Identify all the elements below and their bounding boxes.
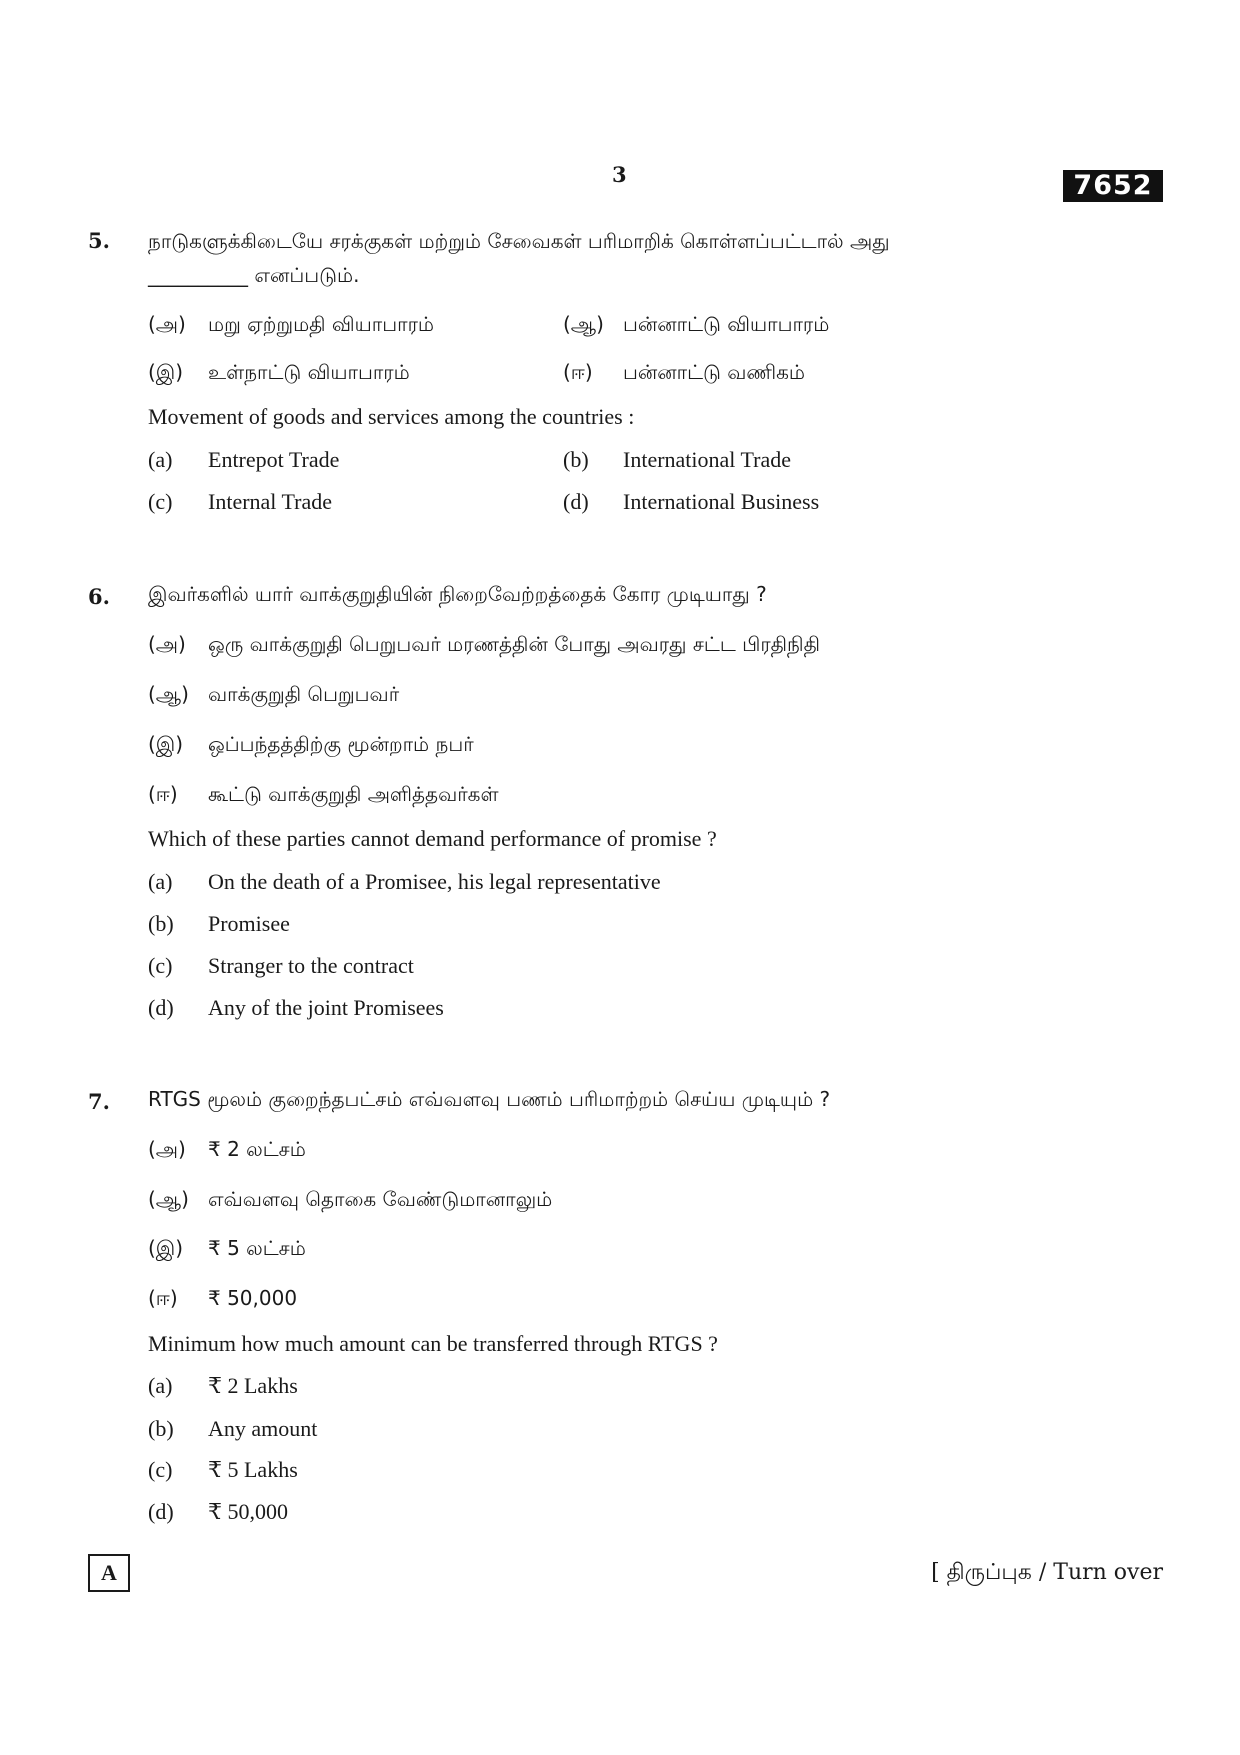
option-text: ₹ 50,000 [208,1286,298,1310]
option-text: ₹ 2 Lakhs [208,1373,298,1398]
option-a-english [148,1373,298,1403]
option-text: பன்னாட்டு வியாபாரம் [623,312,830,336]
option-label: (a) [148,447,173,472]
option-row [148,447,792,477]
option-d-english [563,489,819,515]
option-text: Promisee [208,911,290,936]
option-label: (d) [563,489,589,514]
option-label: (இ) [148,732,184,756]
option-text: Internal Trade [208,489,333,514]
question-number: 5. [88,228,110,253]
option-text: ₹ 50,000 [208,1499,288,1524]
question-stem-tamil [148,224,1168,292]
option-d-english [148,995,444,1025]
option-d-tamil [148,782,499,812]
option-row [148,360,806,390]
option-label: (ஆ) [563,312,604,336]
option-row [148,489,820,519]
question-number: 7. [88,1089,110,1114]
option-text: வாக்குறுதி பெறுபவர் [208,682,400,706]
option-label: (இ) [148,360,184,384]
option-label: (அ) [148,1137,186,1161]
option-text: Stranger to the contract [208,953,414,978]
option-label: (d) [148,995,174,1020]
option-c-tamil [148,732,474,762]
option-text: ஒரு வாக்குறுதி பெறுபவர் மரணத்தின் போது அவரது சட்ட பிரதிநிதி [208,632,821,656]
option-label: (a) [148,1373,173,1398]
question-stem-english: Movement of goods and services among the countries : [148,404,635,429]
option-text: கூட்டு வாக்குறுதி அளித்தவர்கள் [208,782,499,806]
option-text: ₹ 2 லட்சம் [208,1137,306,1161]
option-c-english [148,489,332,514]
option-b-tamil [148,682,399,712]
option-c-tamil [148,1236,306,1266]
option-b-tamil [563,312,829,339]
option-text: மறு ஏற்றுமதி வியாபாரம் [208,312,435,336]
option-text: ₹ 5 Lakhs [208,1457,298,1482]
option-label: (c) [148,1457,173,1482]
option-label: (ஈ) [563,360,593,384]
stem-line-2: __________ எனப்படும். [148,263,360,287]
option-label: (b) [148,1416,174,1441]
option-label: (a) [148,869,173,894]
option-text: Any of the joint Promisees [208,995,444,1020]
option-b-tamil [148,1187,552,1217]
question-stem-english: Which of these parties cannot demand performance of promise ? [148,826,717,851]
option-text: எவ்வளவு தொகை வேண்டுமானாலும் [208,1187,553,1211]
option-d-tamil [148,1286,297,1316]
option-text: Any amount [208,1416,318,1441]
option-label: (ஆ) [148,682,189,706]
turn-over-note: [ திருப்புக / Turn over [931,1560,1163,1585]
option-text: ஒப்பந்தத்திற்கு மூன்றாம் நபர் [208,732,474,756]
question-stem-tamil: இவர்களில் யார் வாக்குறுதியின் நிறைவேற்றத்தைக் கோர முடியாது ? [148,582,767,606]
option-b-english [148,1416,317,1446]
option-text: International Trade [623,447,792,472]
option-label: (ஈ) [148,1286,178,1310]
paper-code-badge: 7652 [1063,170,1163,202]
option-label: (அ) [148,632,186,656]
option-b-english [148,911,290,941]
option-text: பன்னாட்டு வணிகம் [623,360,806,384]
option-a-english [148,447,339,472]
option-row [148,312,830,342]
stem-line-1: நாடுகளுக்கிடையே சரக்குகள் மற்றும் சேவைகள் பரிமாறிக் கொள்ளப்பட்டால் அது [148,229,890,253]
option-text: ₹ 5 லட்சம் [208,1236,306,1260]
option-label: (இ) [148,1236,184,1260]
option-label: (b) [563,447,589,472]
option-c-english [148,1457,298,1487]
question-stem-tamil: RTGS மூலம் குறைந்தபட்சம் எவ்வளவு பணம் பரிமாற்றம் செய்ய முடியும் ? [148,1087,831,1111]
option-label: (b) [148,911,174,936]
option-label: (ஆ) [148,1187,189,1211]
option-label: (c) [148,489,173,514]
option-a-tamil [148,312,434,336]
option-label: (c) [148,953,173,978]
option-d-tamil [563,360,805,387]
option-label: (அ) [148,312,186,336]
option-b-english [563,447,791,473]
option-a-tamil [148,632,820,662]
option-d-english [148,1499,288,1529]
option-text: Entrepot Trade [208,447,340,472]
option-text: International Business [623,489,820,514]
option-c-tamil [148,360,410,384]
option-text: On the death of a Promisee, his legal representative [208,869,661,894]
page-number: 3 [612,162,627,187]
option-label: (ஈ) [148,782,178,806]
option-text: உள்நாட்டு வியாபாரம் [208,360,410,384]
option-a-tamil [148,1137,306,1167]
option-c-english [148,953,414,983]
series-box: A [88,1554,130,1592]
option-label: (d) [148,1499,174,1524]
question-number: 6. [88,584,110,609]
option-a-english [148,869,661,899]
question-stem-english: Minimum how much amount can be transferred through RTGS ? [148,1331,718,1356]
